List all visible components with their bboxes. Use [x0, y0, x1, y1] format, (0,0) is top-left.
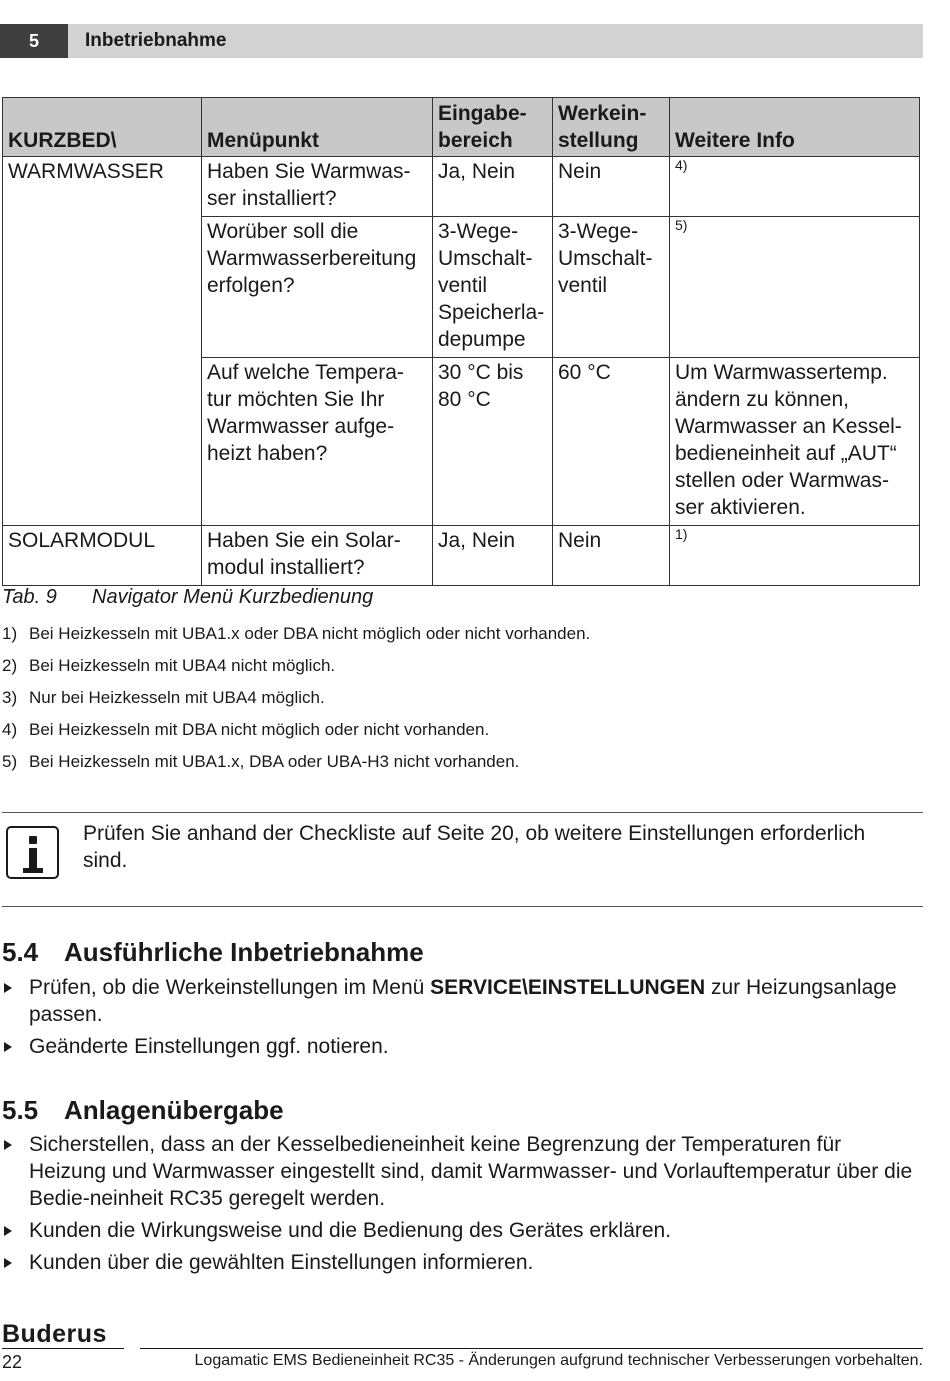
list-item: Sicherstellen, dass an der Kesselbedieneinheit keine Begrenzung der Temperaturen für Heizung und Warmwasser eingestellt sind, damit Warmwasser- und Vorlauftemperatur über die Bedie-neinheit RC35 geregelt werden.: [2, 1131, 922, 1212]
footnote-number: 1): [2, 624, 18, 643]
table-cell-info: Um Warmwassertemp. ändern zu können, Warmwasser an Kessel- bedieneinheit auf „AUT“ stellen oder Warmwas- ser aktivieren.: [670, 358, 920, 526]
bullet-arrow-icon: [4, 1042, 12, 1052]
table-cell-group: [3, 217, 202, 358]
table-cell-info: [670, 526, 920, 586]
section-heading-5-5: [2, 1095, 284, 1126]
section-heading-5-4: [2, 937, 424, 968]
footnote-number: 3): [2, 688, 18, 707]
info-top-rule: [2, 812, 923, 813]
table-row: [3, 358, 920, 526]
page-number: 22: [2, 1352, 23, 1372]
table-row: [3, 526, 920, 586]
bullet-arrow-icon: [4, 1226, 12, 1236]
footnote-text: Bei Heizkesseln mit UBA1.x, DBA oder UBA-H3 nicht vorhanden.: [29, 752, 520, 771]
list-item: Kunden die Wirkungsweise und die Bedienung des Gerätes erklären.: [2, 1217, 922, 1244]
info-note-text: Prüfen Sie anhand der Checkliste auf Seite 20, ob weitere Einstellungen erforderlich sind.: [83, 822, 866, 872]
footnote-number: 4): [2, 720, 18, 739]
section-number: 5.5: [2, 1095, 39, 1125]
footnote-text: Bei Heizkesseln mit UBA4 nicht möglich.: [29, 656, 336, 675]
col-header-werkeinstellung: Werkein- stellung: [553, 98, 670, 157]
table-cell-default: 3-Wege- Umschalt- ventil: [553, 217, 670, 358]
footer-text: Logamatic EMS Bedieneinheit RC35 - Änderungen aufgrund technischer Verbesserungen vorbehalten.: [194, 1352, 923, 1369]
table-cell-default: Nein: [553, 526, 670, 586]
table-cell-range: 3-Wege- Umschalt- ventil Speicherla- depumpe: [433, 217, 553, 358]
chapter-number: 5: [0, 24, 68, 58]
navigator-menu-table: [2, 97, 920, 586]
list-item: Prüfen, ob die Werkeinstellungen im Menü SERVICE\EINSTELLUNGEN zur Heizungsanlage passen.: [2, 974, 922, 1028]
section-title: Ausführliche Inbetriebnahme: [64, 937, 424, 967]
col-header-eingabebereich: Eingabe- bereich: [433, 98, 553, 157]
chapter-header: [0, 24, 923, 58]
footnote-number: 2): [2, 656, 18, 675]
col-header-kurzbed: KURZBED\: [3, 98, 202, 157]
table-cell-menu: Haben Sie ein Solar- modul installiert?: [202, 526, 433, 586]
chapter-title: Inbetriebnahme: [85, 30, 227, 51]
footnote: [2, 654, 590, 686]
footnote: [2, 622, 590, 654]
table-caption-text: Navigator Menü Kurzbedienung: [92, 586, 374, 608]
menu-path: SERVICE\EINSTELLUNGEN: [430, 976, 706, 999]
table-cell-range: Ja, Nein: [433, 526, 553, 586]
col-header-menupunkt: Menüpunkt: [202, 98, 433, 157]
info-bottom-rule: [2, 906, 923, 907]
bullet-list-5-4: [2, 974, 922, 1065]
bullet-arrow-icon: [4, 1258, 12, 1268]
table-cell-group: SOLARMODUL: [3, 526, 202, 586]
table-cell-info: [670, 157, 920, 217]
col-header-weitere-info: Weitere Info: [670, 98, 920, 157]
footnote: [2, 686, 590, 718]
table-row: [3, 157, 920, 217]
footnote-ref: 4): [675, 157, 688, 173]
table-cell-default: Nein: [553, 157, 670, 217]
footnote-number: 5): [2, 752, 18, 771]
section-title: Anlagenübergabe: [64, 1095, 284, 1125]
footnote: [2, 750, 590, 782]
list-item: Geänderte Einstellungen ggf. notieren.: [2, 1033, 922, 1060]
footer-rule: [140, 1348, 923, 1349]
table-cell-menu: Auf welche Tempera- tur möchten Sie Ihr Warmwasser aufge- heizt haben?: [202, 358, 433, 526]
footnote-ref: 1): [675, 526, 688, 542]
table-cell-menu: Haben Sie Warmwas- ser installiert?: [202, 157, 433, 217]
table-row: [3, 217, 920, 358]
table-caption: [2, 586, 373, 609]
section-number: 5.4: [2, 937, 39, 967]
bullet-arrow-icon: [4, 983, 12, 993]
table-cell-range: 30 °C bis 80 °C: [433, 358, 553, 526]
table-cell-group: [3, 358, 202, 526]
footnote-text: Nur bei Heizkesseln mit UBA4 möglich.: [29, 688, 325, 707]
bullet-arrow-icon: [4, 1140, 12, 1150]
table-cell-range: Ja, Nein: [433, 157, 553, 217]
buderus-logo: Buderus: [2, 1320, 107, 1348]
table-cell-info: [670, 217, 920, 358]
info-icon: [6, 826, 59, 879]
table-cell-menu: Worüber soll die Warmwasserbereitung erfolgen?: [202, 217, 433, 358]
footnote: [2, 718, 590, 750]
bullet-list-5-5: [2, 1131, 922, 1281]
footnote-ref: 5): [675, 217, 688, 233]
table-cell-group: WARMWASSER: [3, 157, 202, 217]
logo-underline: [2, 1348, 124, 1349]
footnote-text: Bei Heizkesseln mit UBA1.x oder DBA nicht möglich oder nicht vorhanden.: [29, 624, 591, 643]
footnote-text: Bei Heizkesseln mit DBA nicht möglich oder nicht vorhanden.: [29, 720, 490, 739]
table-cell-default: 60 °C: [553, 358, 670, 526]
list-item: Kunden über die gewählten Einstellungen informieren.: [2, 1249, 922, 1276]
table-header-row: [3, 98, 920, 157]
table-caption-label: Tab. 9: [2, 586, 57, 608]
footnote-list: [2, 622, 590, 782]
